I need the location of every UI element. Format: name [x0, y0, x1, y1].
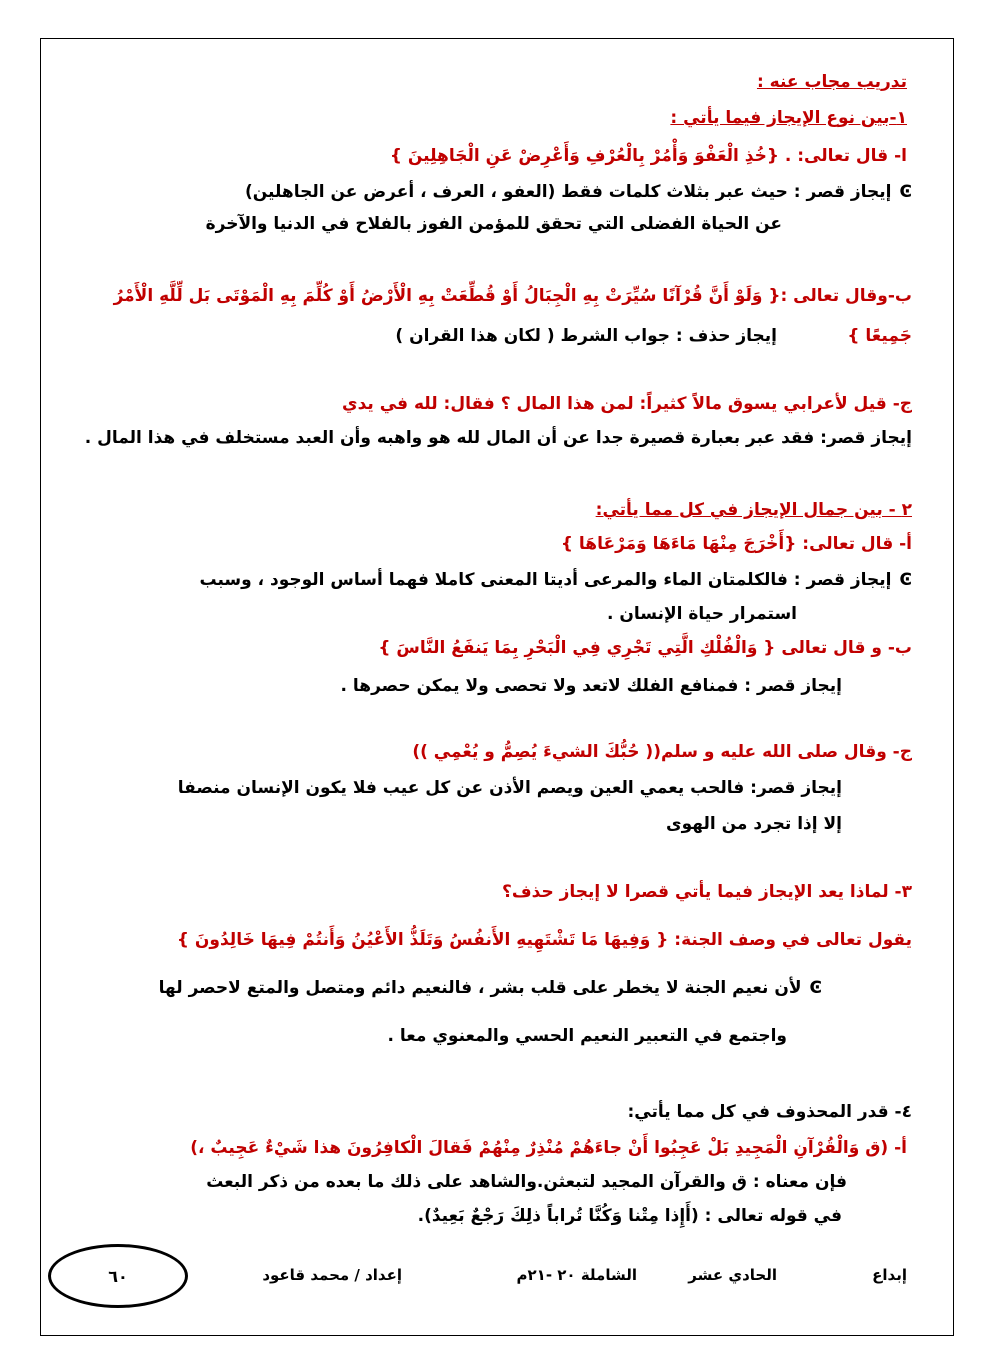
answer-marker-icon: Ͼ — [899, 182, 912, 202]
q1-b-answer: إيجاز حذف : جواب الشرط ( لكان هذا القران ) — [395, 326, 777, 346]
q2-b-answer: إيجاز قصر : فمنافع الفلك لاتعد ولا تحصى ولا يمكن حصرها . — [340, 676, 842, 696]
q1-a-text: ا- قال تعالى: . {خُذِ الْعَفْوَ وَأْمُرْ بِالْعُرْفِ وَأَعْرِضْ عَنِ الْجَاهِلِينَ } — [389, 146, 907, 166]
q1-a-answer-line-2: عن الحياة الفضلى التي تحقق للمؤمن الفوز بالفلاح في الدنيا والآخرة — [205, 214, 782, 234]
q2-c-text: ج- وقال صلى الله عليه و سلم(( حُبُّكَ الشيءَ يُصِمُّ و يُعْمِي )) — [412, 742, 912, 762]
answer-marker-icon: Ͼ — [809, 978, 822, 998]
q1-c-text: ج- قيل لأعرابي يسوق مالاً كثيراً: لمن هذا المال ؟ فقال: لله في يدي — [342, 394, 912, 414]
q1-a-answer-line-1: Ͼإيجاز قصر : حيث عبر بثلاث كلمات فقط (العفو ، العرف ، أعرض عن الجاهلين) — [244, 182, 912, 202]
q1-b-text-line-2: جَمِيعًا } — [847, 326, 912, 346]
q3-text: يقول تعالى في وصف الجنة: { وَفِيهَا مَا تَشْتَهِيهِ الأَنفُسُ وَتَلَذُّ الأَعْيُنُ وَأَنتُمْ فِيهَا خَالِدُونَ } — [176, 930, 912, 950]
q1-heading: ١-بين نوع الإيجاز فيما يأتي : — [670, 108, 907, 128]
q2-b-text: ب- و قال تعالى { وَالْفُلْكِ الَّتِي تَجْرِي فِي الْبَحْرِ بِمَا يَنفَعُ النَّاسَ } — [378, 638, 912, 658]
q2-a-answer-line-1: Ͼإيجاز قصر : فالكلمتان الماء والمرعى أديتا المعنى كاملا فهما أساس الوجود ، وسبب — [199, 570, 912, 590]
q4-heading: ٤- قدر المحذوف في كل مما يأتي: — [627, 1102, 912, 1122]
q3-heading: ٣- لماذا يعد الإيجاز فيما يأتي قصرا لا إيجاز حذف؟ — [502, 882, 912, 902]
q1-c-answer: إيجاز قصر: فقد عبر بعبارة قصيرة جدا عن أن المال لله هو واهبه وأن العبد مستخلف في هذا المال . — [84, 428, 912, 448]
footer-ibdaa: إبداع — [872, 1266, 907, 1284]
q2-c-answer-line-2: إلا إذا تجرد من الهوى — [666, 814, 842, 834]
footer-author: إعداد / محمد قاعود — [262, 1266, 402, 1284]
page-number: ٦٠ — [48, 1244, 188, 1308]
q4-a-answer-line-2: في قوله تعالى : (أَإِذا مِتْنا وَكُنَّا تُراباً ذلِكَ رَجْعٌ بَعِيدٌ). — [417, 1206, 842, 1226]
footer-series: الشاملة ٢٠ -٢١م — [516, 1266, 637, 1284]
q2-a-answer-line-2: استمرار حياة الإنسان . — [607, 604, 797, 624]
q1-b-text-line-1: ب-وقال تعالى :{ وَلَوْ أَنَّ قُرْآنًا سُيِّرَتْ بِهِ الْجِبَالُ أَوْ قُطِّعَتْ بِهِ الْأَرْضُ أَوْ كُلِّمَ بِهِ الْمَوْتَى بَل لِّلَّهِ الْأَمْرُ — [113, 286, 912, 306]
q2-c-answer-line-1: إيجاز قصر: فالحب يعمي العين ويصم الأذن عن كل عيب فلا يكون الإنسان منصفا — [177, 778, 842, 798]
q4-a-answer-line-1: فإن معناه : ق والقرآن المجيد لتبعثن.والشاهد على ذلك ما بعده من ذكر البعث — [206, 1172, 847, 1192]
q2-heading: ٢ - بين جمال الإيجاز في كل مما يأتي: — [595, 500, 912, 520]
footer-grade: الحادي عشر — [688, 1266, 777, 1284]
answer-marker-icon: Ͼ — [899, 570, 912, 590]
page-title: تدريب مجاب عنه : — [756, 72, 907, 92]
q4-a-text: أ- (ق وَالْقُرْآنِ الْمَجِيدِ بَلْ عَجِبُوا أَنْ جاءَهُمْ مُنْذِرٌ مِنْهُمْ فَقالَ الْكافِرُونَ هذا شَيْءٌ عَجِيبٌ ،) — [190, 1138, 907, 1158]
q2-a-text: أ- قال تعالى: {أَخْرَجَ مِنْهَا مَاءَهَا وَمَرْعَاهَا } — [560, 534, 912, 554]
q3-answer-line-2: واجتمع في التعبير النعيم الحسي والمعنوي معا . — [387, 1026, 787, 1046]
q3-answer-line-1: Ͼلأن نعيم الجنة لا يخطر على قلب بشر ، فالنعيم دائم ومتصل والمتع لاحصر لها — [158, 978, 822, 998]
